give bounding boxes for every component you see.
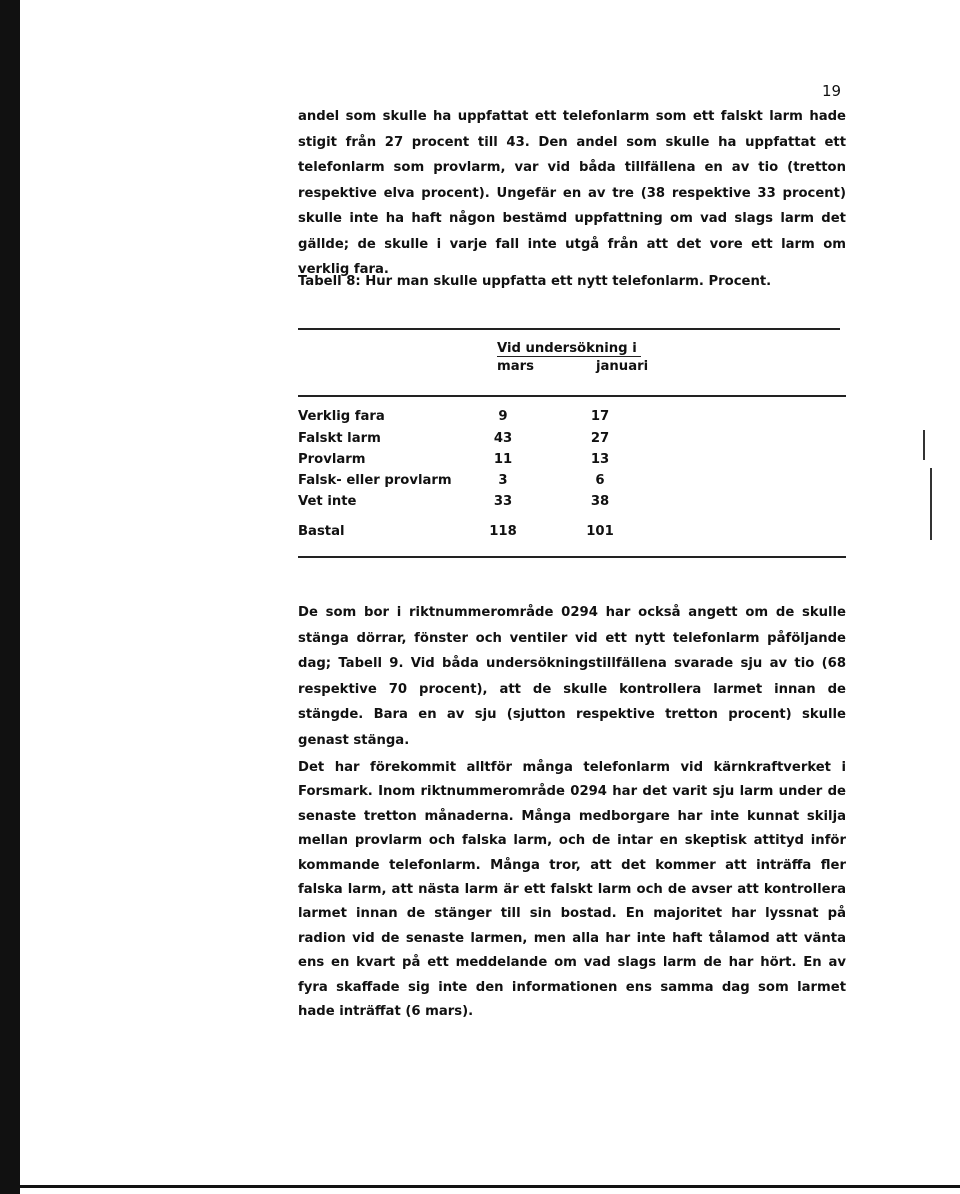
cell-januari: 101	[586, 524, 614, 539]
cell-mars: 9	[498, 409, 508, 424]
paragraph-1	[298, 104, 846, 283]
table-group-header: Vid undersökning i	[497, 341, 641, 357]
paragraph-3-text: Det har förekommit alltför många telefonlarm vid kärnkraftverket i Forsmark. Inom riktnummerområde 0294 har det varit sju larm under de senaste tretton månaderna. Många medborgare har inte kunnat skilja mellan provlarm och falska larm, och de intar en skeptisk attityd inför kommande telefonlarm. Många tror, att det kommer att inträffa fler falska larm, att nästa larm är ett falskt larm och de avser att kontrollera larmet innan de stänger till sin bostad. En majoritet har lyssnat på radion vid de senaste larmen, men alla har inte haft tålamod att vänta ens en kvart på ett meddelande om vad slags larm de har hört. En av fyra skaffade sig inte den informationen ens samma dag som larmet hade inträffat (6 mars).	[298, 760, 846, 1020]
row-label: Falsk- eller provlarm	[298, 473, 452, 488]
cell-mars: 118	[489, 524, 517, 539]
scan-edge-left	[0, 0, 20, 1194]
table-row	[298, 473, 846, 495]
table-header-rule	[298, 395, 846, 397]
row-label: Verklig fara	[298, 409, 385, 424]
table-top-rule	[298, 328, 840, 330]
table-bottom-rule	[298, 556, 846, 558]
row-label: Falskt larm	[298, 431, 381, 446]
cell-januari: 38	[590, 494, 610, 509]
paragraph-2-text: De som bor i riktnummerområde 0294 har också angett om de skulle stänga dörrar, fönster och ventiler vid ett nytt telefonlarm påföljande dag; Tabell 9. Vid båda undersökningstillfällena svarade sju av tio (68 respektive 70 procent), att de skulle kontrollera larmet innan de stängde. Bara en av sju (sjutton respektive tretton procent) skulle genast stänga.	[298, 605, 846, 748]
cell-mars: 11	[493, 452, 513, 467]
cell-mars: 3	[498, 473, 508, 488]
cell-januari: 17	[590, 409, 610, 424]
table-row	[298, 431, 846, 453]
table-caption: Tabell 8: Hur man skulle uppfatta ett nytt telefonlarm. Procent.	[298, 274, 772, 289]
row-label: Provlarm	[298, 452, 366, 467]
cell-mars: 33	[493, 494, 513, 509]
cell-januari: 27	[590, 431, 610, 446]
table-row-total	[298, 524, 846, 546]
paragraph-1-text: andel som skulle ha uppfattat ett telefonlarm som ett falskt larm hade stigit från 27 procent till 43. Den andel som skulle ha uppfattat ett telefonlarm som provlarm, var vid båda tillfällena en av tio (tretton respektive elva procent). Ungefär en av tre (38 respektive 33 procent) skulle inte ha haft någon bestämd uppfattning om vad slags larm det gällde; de skulle i varje fall inte utgå från att det vore ett larm om verklig fara.	[298, 109, 846, 277]
col-header-mars: mars	[497, 359, 534, 374]
cell-januari: 13	[590, 452, 610, 467]
col-header-januari: januari	[596, 359, 649, 374]
page-number: 19	[822, 82, 842, 100]
scan-speck	[923, 430, 925, 460]
row-label: Bastal	[298, 524, 345, 539]
cell-mars: 43	[493, 431, 513, 446]
table-row	[298, 452, 846, 474]
table-row	[298, 494, 846, 516]
table-row	[298, 409, 846, 431]
paragraph-2	[298, 600, 846, 753]
scan-speck	[930, 468, 932, 540]
paragraph-3	[298, 756, 846, 1024]
scan-edge-bottom	[0, 1185, 960, 1188]
table-header	[497, 341, 649, 379]
cell-januari: 6	[595, 473, 605, 488]
row-label: Vet inte	[298, 494, 357, 509]
